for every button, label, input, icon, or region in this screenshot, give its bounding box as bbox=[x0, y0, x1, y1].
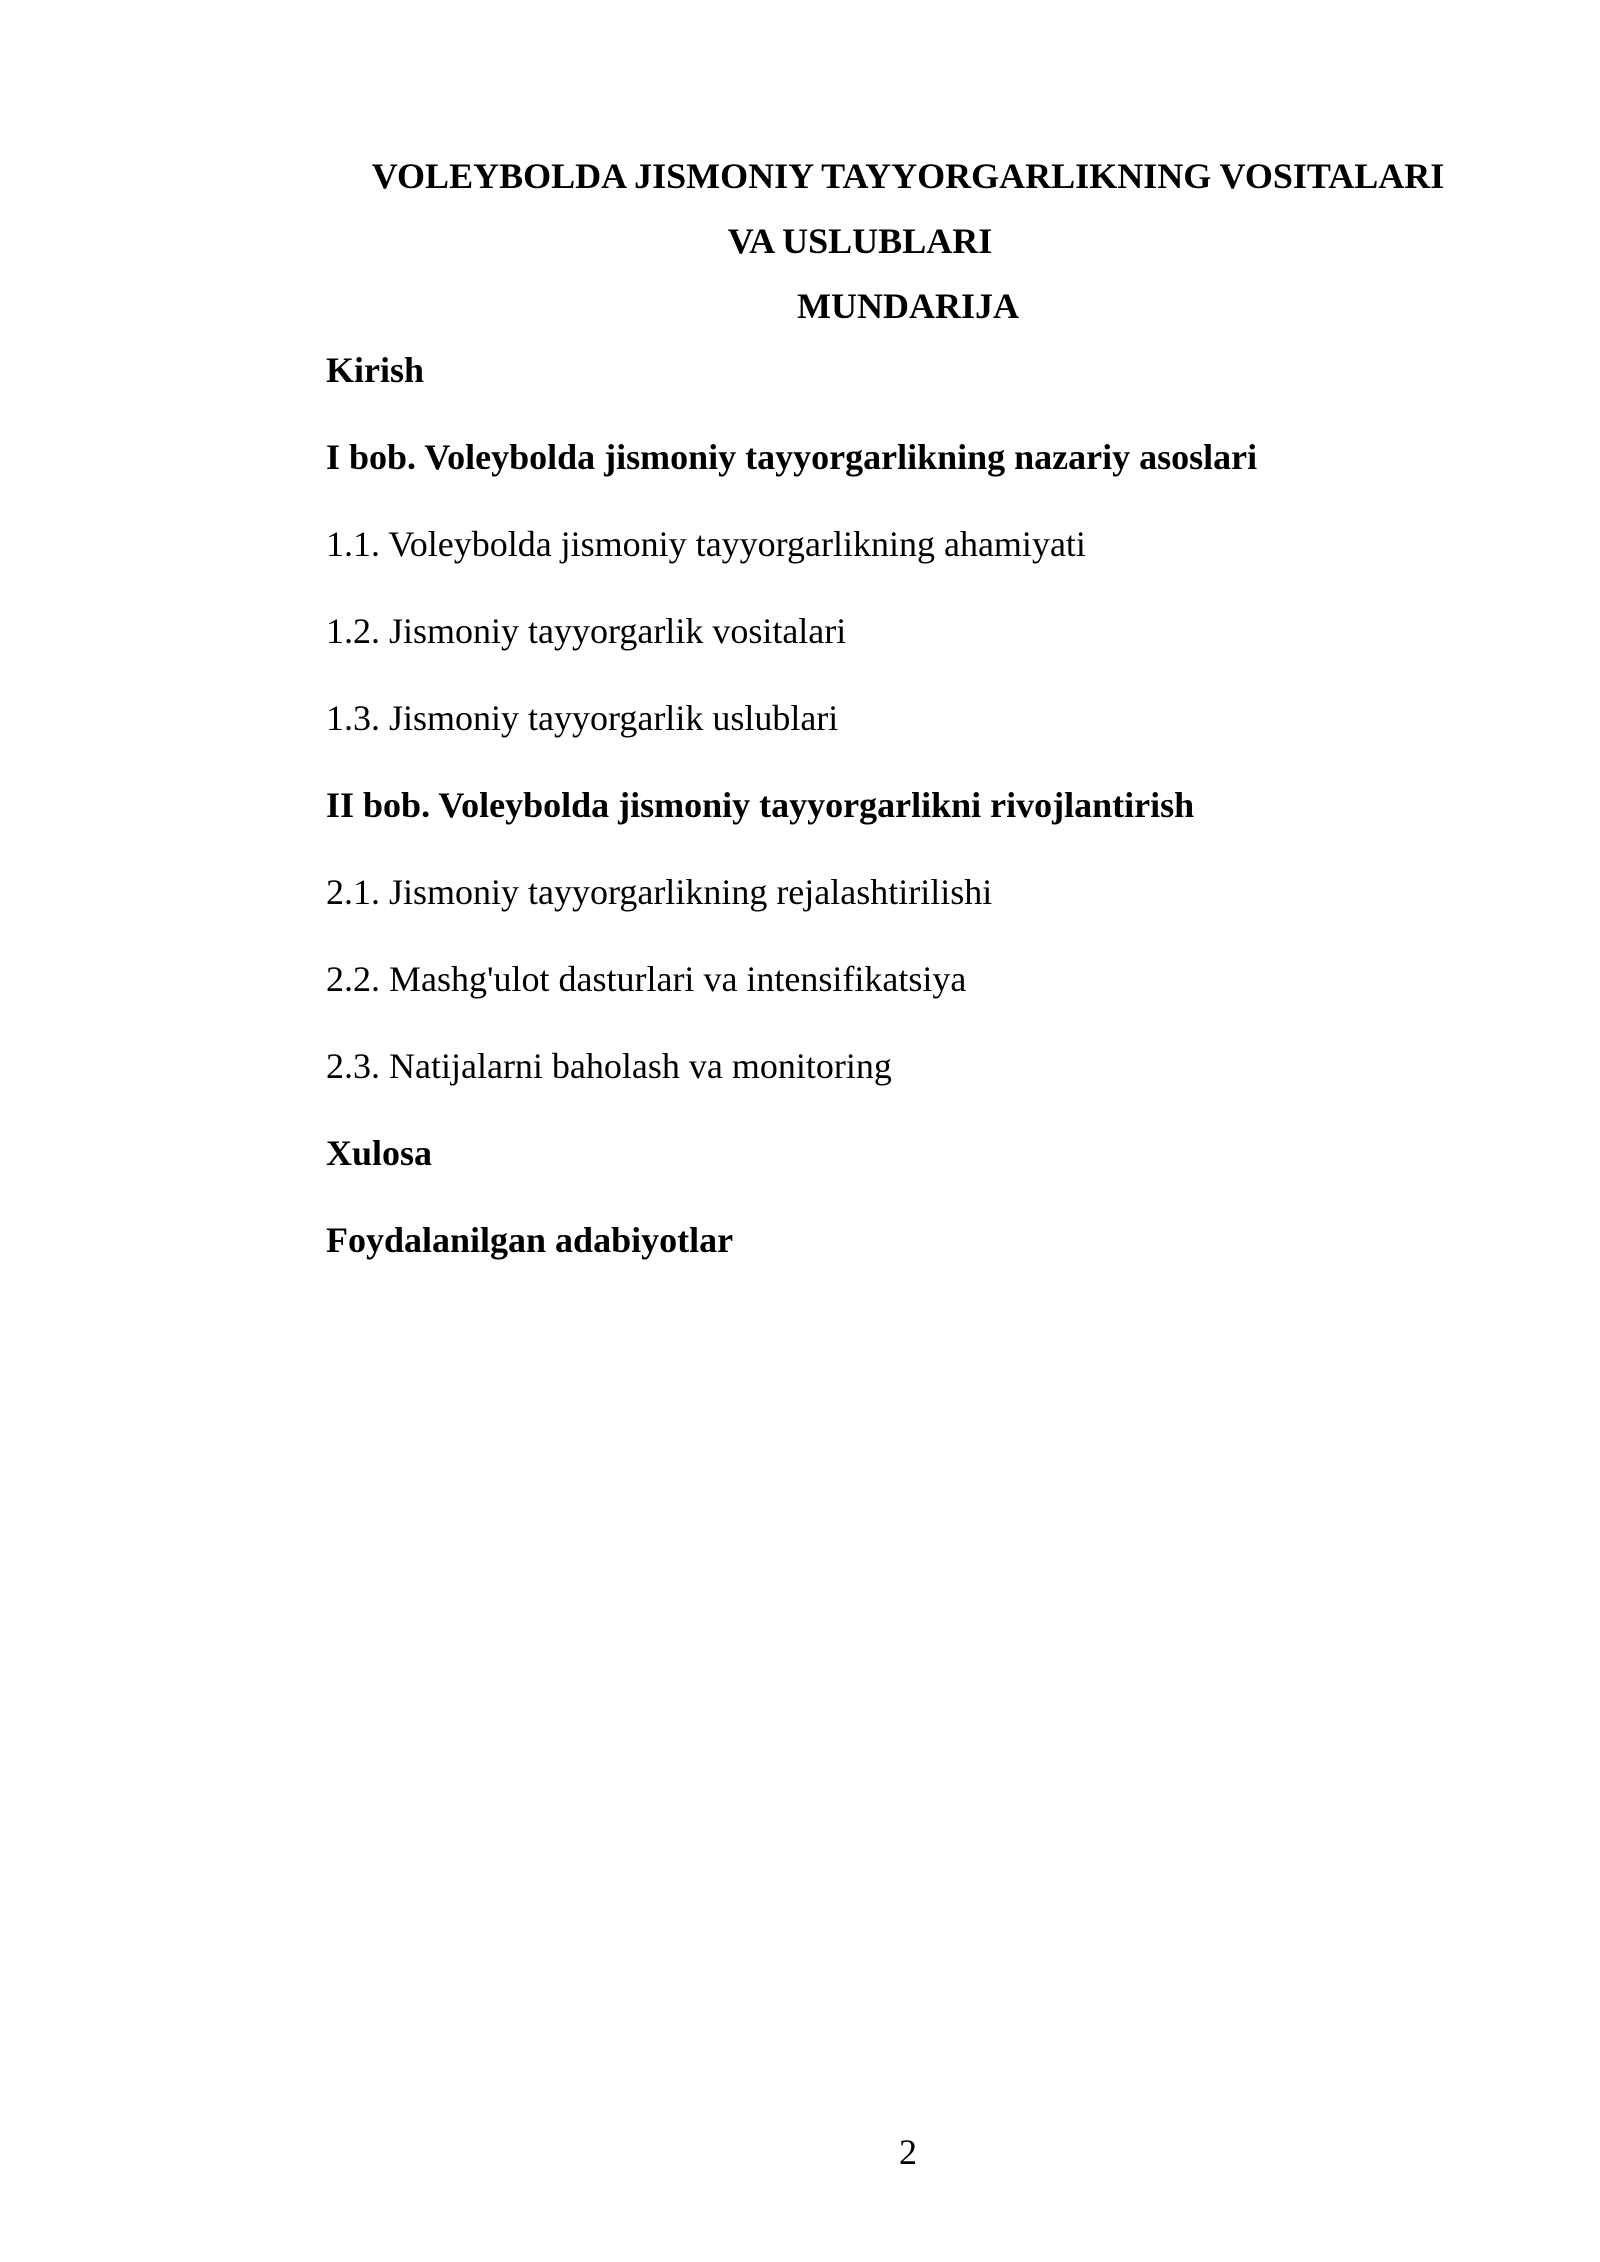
toc-item-section-2-1: 2.1. Jismoniy tayyorgarlikning rejalashtirilishi bbox=[326, 872, 993, 912]
toc-item-section-1-2: 1.2. Jismoniy tayyorgarlik vositalari bbox=[326, 611, 847, 651]
toc-item-references: Foydalanilgan adabiyotlar bbox=[326, 1220, 734, 1260]
table-of-contents bbox=[326, 348, 1506, 1305]
toc-item-section-2-3: 2.3. Natijalarni baholash va monitoring bbox=[326, 1046, 892, 1086]
toc-item-section-1-3: 1.3. Jismoniy tayyorgarlik uslublari bbox=[326, 698, 839, 738]
toc-item-section-2-2: 2.2. Mashg'ulot dasturlari va intensifikatsiya bbox=[326, 959, 967, 999]
toc-item-chapter-1: I bob. Voleybolda jismoniy tayyorgarlikning nazariy asoslari bbox=[326, 437, 1258, 477]
page-number: 2 bbox=[899, 2132, 917, 2172]
document-title-line-2: VA USLUBLARI bbox=[727, 221, 993, 261]
toc-item-conclusion: Xulosa bbox=[326, 1133, 433, 1173]
document-title-line-1: VOLEYBOLDA JISMONIY TAYYORGARLIKNING VOSITALARI bbox=[371, 156, 1445, 196]
toc-item-section-1-1: 1.1. Voleybolda jismoniy tayyorgarlikning ahamiyati bbox=[326, 524, 1086, 564]
toc-item-chapter-2: II bob. Voleybolda jismoniy tayyorgarlikni rivojlantirish bbox=[326, 785, 1195, 825]
toc-heading: MUNDARIJA bbox=[797, 286, 1019, 326]
toc-item-intro: Kirish bbox=[326, 350, 425, 390]
